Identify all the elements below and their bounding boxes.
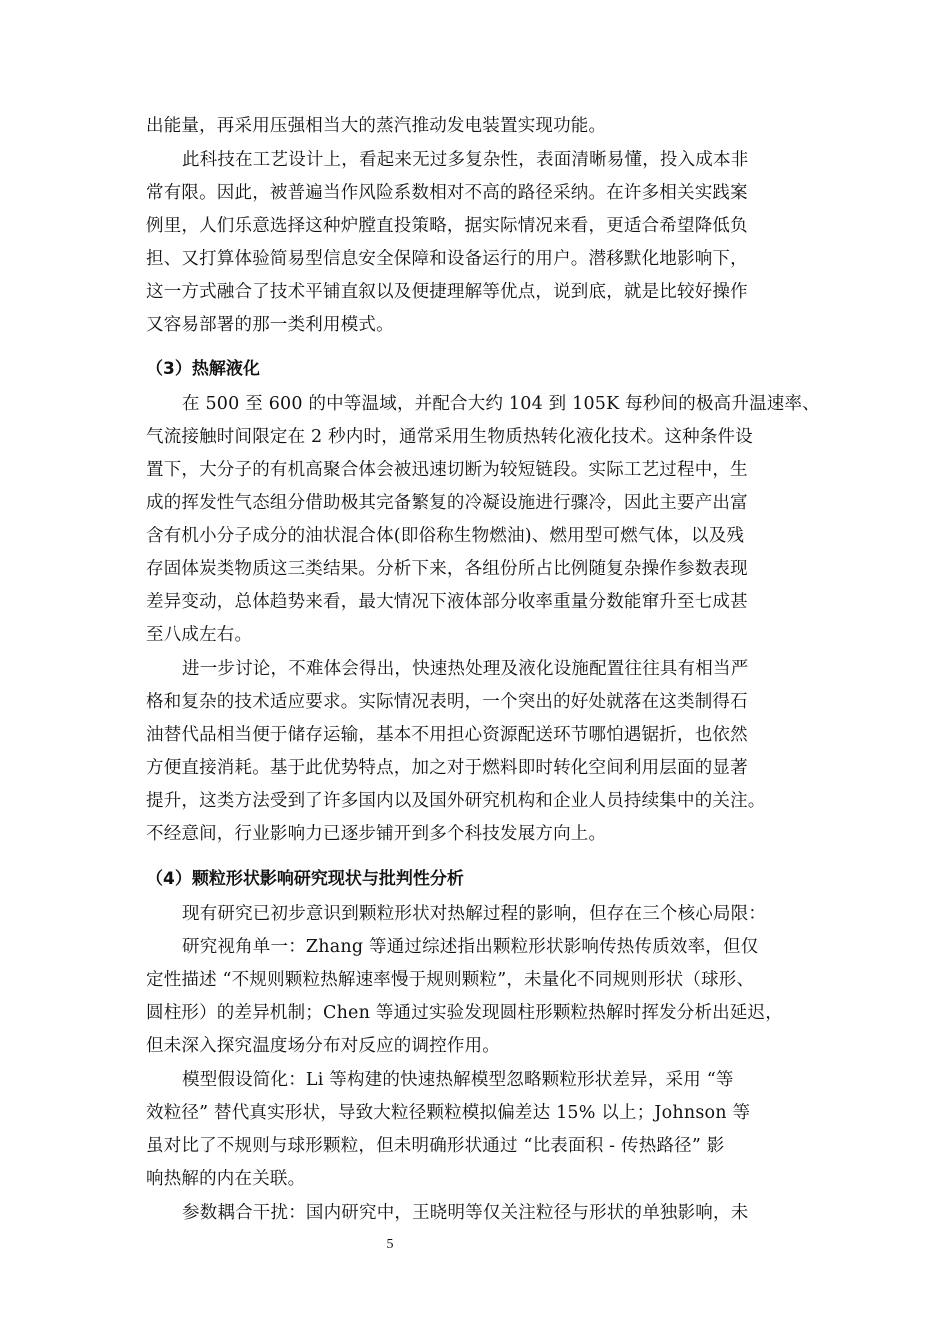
paragraph-line: 至八成左右。 xyxy=(146,625,253,645)
paragraph-line: 参数耦合干扰：国内研究中，王晓明等仅关注粒径与形状的单独影响，未 xyxy=(182,1203,749,1223)
paragraph-line: 不经意间，行业影响力已逐步铺开到多个科技发展方向上。 xyxy=(146,824,607,844)
paragraph-line: 常有限。因此，被普遍当作风险系数相对不高的路径采纳。在许多相关实践案 xyxy=(146,183,748,203)
section-heading: （3）热解液化 xyxy=(146,359,260,379)
paragraph-line: 例里，人们乐意选择这种炉膛直投策略，据实际情况来看，更适合希望降低负 xyxy=(146,216,748,236)
paragraph-line: 进一步讨论，不难体会得出，快速热处理及液化设施配置往往具有相当严 xyxy=(182,659,749,679)
paragraph-line: 现有研究已初步意识到颗粒形状对热解过程的影响，但存在三个核心局限： xyxy=(182,904,767,924)
paragraph-line: 含有机小分子成分的油状混合体(即俗称生物燃油)、燃用型可燃气体，以及残 xyxy=(146,526,745,546)
paragraph-line: 这一方式融合了技术平铺直叙以及便捷理解等优点，说到底，就是比较好操作 xyxy=(146,282,748,302)
paragraph-line: 提升，这类方法受到了许多国内以及国外研究机构和企业人员持续集中的关注。 xyxy=(146,791,766,811)
paragraph-line: 圆柱形）的差异机制；Chen 等通过实验发现圆柱形颗粒热解时挥发分析出延迟， xyxy=(146,1003,783,1023)
paragraph-line: 效粒径” 替代真实形状，导致大粒径颗粒模拟偏差达 15% 以上；Johnson 等 xyxy=(146,1103,751,1123)
paragraph-line: 格和复杂的技术适应要求。实际情况表明，一个突出的好处就落在这类制得石 xyxy=(146,692,748,712)
paragraph-line: 气流接触时间限定在 2 秒内时，通常采用生物质热转化液化技术。这种条件设 xyxy=(146,427,753,447)
paragraph-line: 出能量，再采用压强相当大的蒸汽推动发电装置实现功能。 xyxy=(146,116,607,136)
paragraph-line: 又容易部署的那一类利用模式。 xyxy=(146,315,394,335)
paragraph-line: 研究视角单一：Zhang 等通过综述指出颗粒形状影响传热传质效率，但仅 xyxy=(182,937,759,957)
paragraph-line: 响热解的内在关联。 xyxy=(146,1169,306,1189)
section-heading: （4）颗粒形状影响研究现状与批判性分析 xyxy=(146,869,464,889)
paragraph-line: 油替代品相当便于储存运输，基本不用担心资源配送环节哪怕遇锯折，也依然 xyxy=(146,725,748,745)
paragraph-line: 虽对比了不规则与球形颗粒，但未明确形状通过 “比表面积 - 传热路径” 影 xyxy=(146,1136,725,1156)
paragraph-line: 但未深入探究温度场分布对反应的调控作用。 xyxy=(146,1036,500,1056)
paragraph-line: 置下，大分子的有机高聚合体会被迅速切断为较短链段。实际工艺过程中，生 xyxy=(146,460,748,480)
paragraph-line: 方便直接消耗。基于此优势特点，加之对于燃料即时转化空间利用层面的显著 xyxy=(146,758,748,778)
paragraph-line: 差异变动，总体趋势来看，最大情况下液体部分收率重量分数能窜升至七成甚 xyxy=(146,592,748,612)
paragraph-line: 定性描述 “不规则颗粒热解速率慢于规则颗粒”，未量化不同规则形状（球形、 xyxy=(146,970,755,990)
paragraph-line: 此科技在工艺设计上，看起来无过多复杂性，表面清晰易懂，投入成本非 xyxy=(182,150,749,170)
paragraph-line: 担、又打算体验简易型信息安全保障和设备运行的用户。潜移默化地影响下， xyxy=(146,249,748,269)
page-number: 5 xyxy=(386,1237,394,1252)
paragraph-line: 在 500 至 600 的中等温域，并配合大约 104 到 105K 每秒间的极高升温速率、 xyxy=(182,394,820,414)
paragraph-line: 成的挥发性气态组分借助极其完备繁复的冷凝设施进行骤冷，因此主要产出富 xyxy=(146,493,748,513)
paragraph-line: 存固体炭类物质这三类结果。分析下来，各组份所占比例随复杂操作参数表现 xyxy=(146,559,748,579)
paragraph-line: 模型假设简化：Li 等构建的快速热解模型忽略颗粒形状差异，采用 “等 xyxy=(182,1070,734,1090)
